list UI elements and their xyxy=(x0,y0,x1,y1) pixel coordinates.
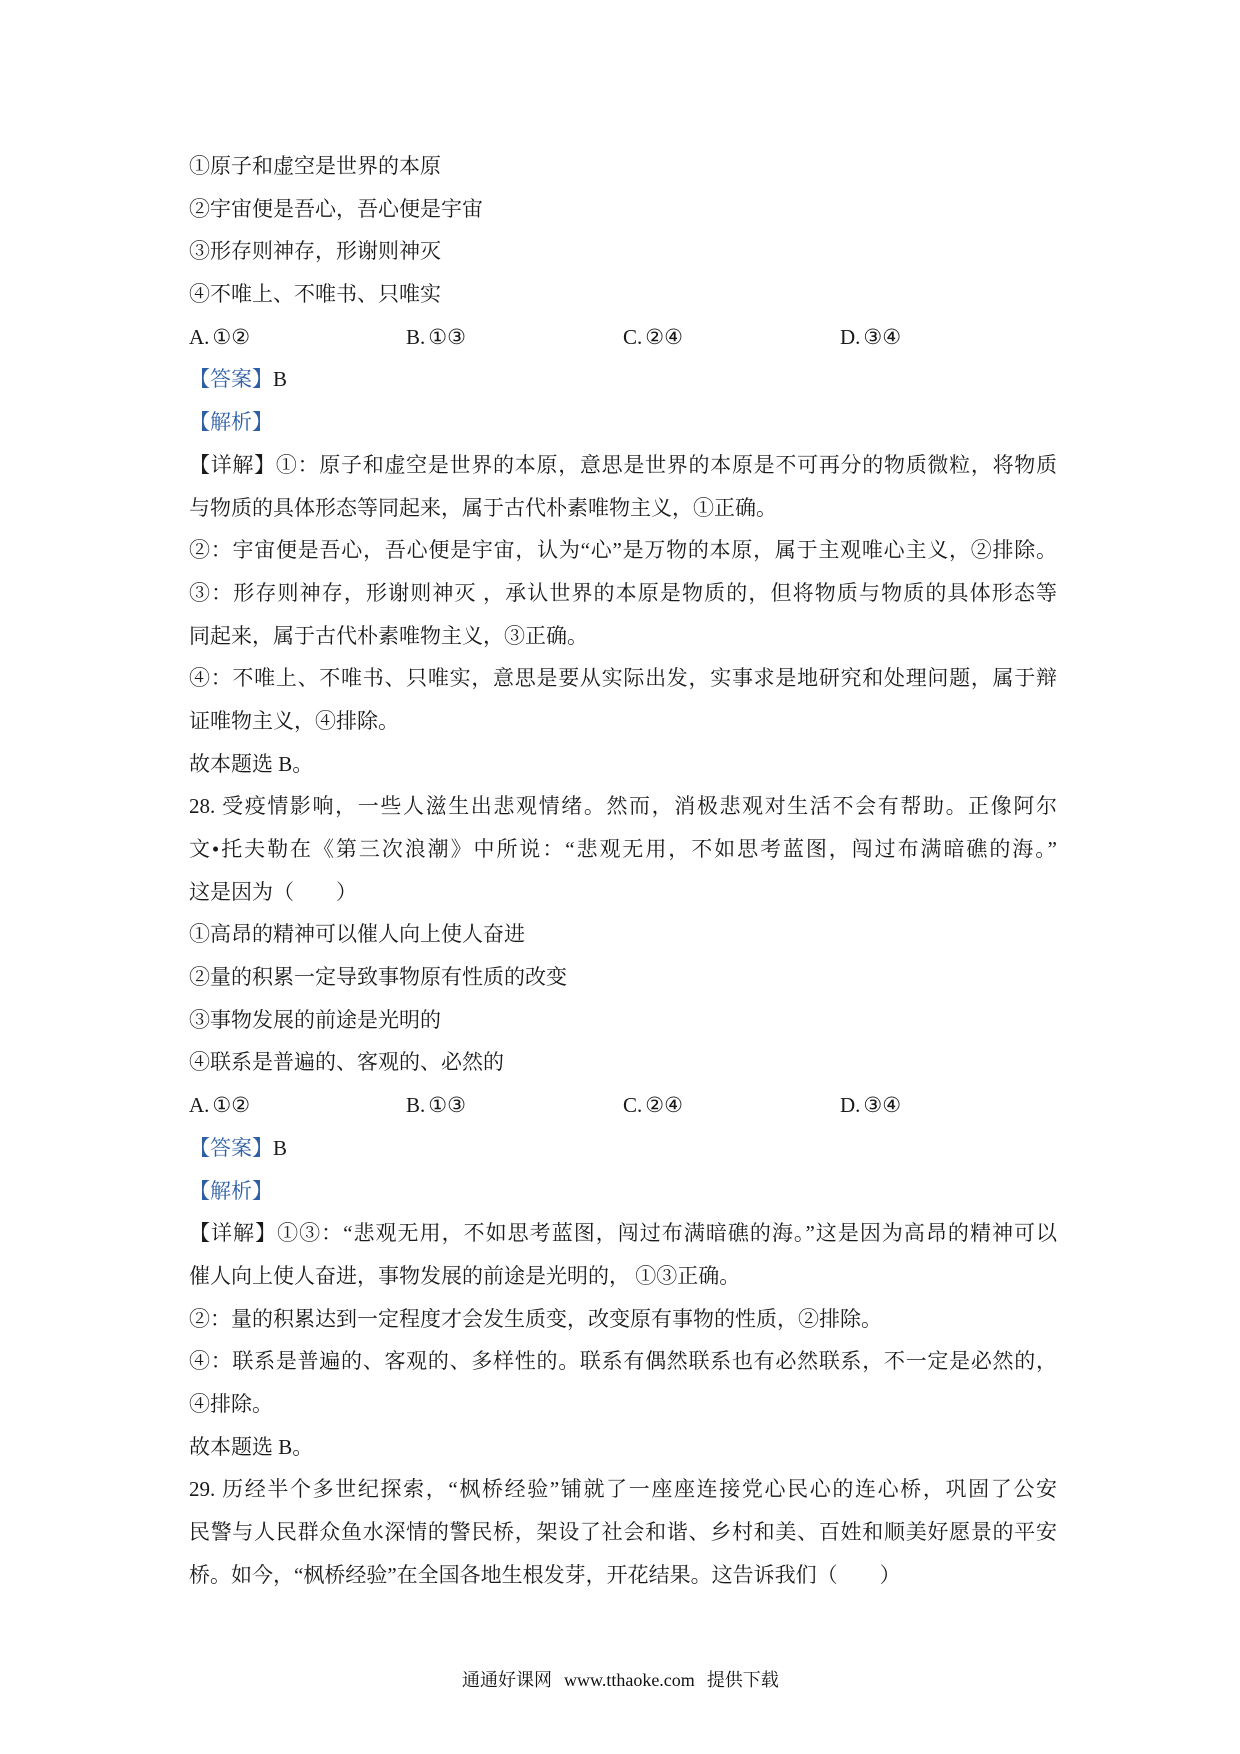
answer-value: B xyxy=(273,1135,288,1160)
q27-detail-4-line-1: ④：不唯上、不唯书、只唯实，意思是要从实际出发，实事求是地研究和处理问题，属于辩 xyxy=(189,666,1057,691)
detail-text: ①：原子和虚空是世界的本原，意思是世界的本原是不可再分的物质微粒，将物质 xyxy=(275,452,1057,477)
q28-conclusion: 故本题选 B。 xyxy=(189,1434,314,1459)
q27-statement-4: ④不唯上、不唯书、只唯实 xyxy=(189,282,441,307)
option-value: ②④ xyxy=(645,1093,683,1118)
option-label: C. xyxy=(623,1093,643,1118)
q27-analysis-label xyxy=(189,401,1057,444)
q28-analysis-label xyxy=(189,1170,1057,1213)
option-label: B. xyxy=(406,1093,426,1118)
q27-detail-4-line-2: 证唯物主义，④排除。 xyxy=(189,708,399,733)
q28-statement-4: ④联系是普遍的、客观的、必然的 xyxy=(189,1050,504,1075)
detail-tag: 【详解】 xyxy=(189,452,276,477)
q28-detail-3-line-2: ④排除。 xyxy=(189,1391,273,1416)
option-label: C. xyxy=(623,324,643,349)
footer-url: www.tthaoke.com xyxy=(564,1670,695,1690)
answer-value: B xyxy=(273,367,288,392)
footer-suffix: 提供下载 xyxy=(706,1670,779,1690)
q27-option-b xyxy=(406,316,623,359)
q27-detail-2-line-1: ②：宇宙便是吾心，吾心便是宇宙，认为“心”是万物的本原，属于主观唯心主义，②排除。 xyxy=(189,538,1057,563)
analysis-tag: 【解析】 xyxy=(189,1178,273,1203)
q28-stem-line-3: 这是因为（ ） xyxy=(189,879,357,904)
q27-options xyxy=(189,316,1057,359)
q28-option-b xyxy=(406,1084,623,1127)
q27-statement-2: ②宇宙便是吾心，吾心便是宇宙 xyxy=(189,196,483,221)
q27-conclusion: 故本题选 B。 xyxy=(189,751,314,776)
q29-stem-line-1: 29. 历经半个多世纪探索，“枫桥经验”铺就了一座座连接党心民心的连心桥，巩固了公安 xyxy=(189,1477,1057,1502)
q29-stem-line-2: 民警与人民群众鱼水深情的警民桥，架设了社会和谐、乡村和美、百姓和顺美好愿景的平安 xyxy=(189,1520,1057,1544)
q28-statement-3: ③事物发展的前途是光明的 xyxy=(189,1007,441,1032)
q27-answer xyxy=(189,358,1057,401)
detail-text: ①③：“悲观无用，不如思考蓝图，闯过布满暗礁的海。”这是因为高昂的精神可以 xyxy=(277,1221,1058,1246)
q27-detail-1-line-1 xyxy=(189,444,1057,487)
q28-option-a xyxy=(189,1084,406,1127)
detail-tag: 【详解】 xyxy=(189,1221,278,1246)
option-value: ③④ xyxy=(863,1093,902,1118)
option-label: A. xyxy=(189,1093,210,1118)
option-value: ①③ xyxy=(428,1093,466,1118)
q27-detail-1-line-2: 与物质的具体形态等同起来，属于古代朴素唯物主义，①正确。 xyxy=(189,495,777,520)
q27-statement-1: ①原子和虚空是世界的本原 xyxy=(189,154,441,178)
option-value: ③④ xyxy=(863,324,902,349)
option-label: D. xyxy=(840,1093,861,1118)
answer-tag: 【答案】 xyxy=(189,367,273,392)
q27-option-a xyxy=(189,316,406,359)
page-footer xyxy=(462,1668,779,1692)
q28-statement-1: ①高昂的精神可以催人向上使人奋进 xyxy=(189,922,525,947)
option-label: B. xyxy=(406,324,426,349)
option-value: ②④ xyxy=(645,324,683,349)
answer-tag: 【答案】 xyxy=(189,1135,273,1160)
q28-statement-2: ②量的积累一定导致事物原有性质的改变 xyxy=(189,965,567,990)
q27-option-d xyxy=(840,316,1057,359)
q28-option-c xyxy=(623,1084,840,1127)
q28-option-d xyxy=(840,1084,1057,1127)
q27-detail-3-line-1: ③：形存则神存，形谢则神灭 ，承认世界的本原是物质的，但将物质与物质的具体形态等 xyxy=(189,580,1057,605)
q28-detail-1-line-2: 催人向上使人奋进，事物发展的前途是光明的， ①③正确。 xyxy=(189,1263,741,1288)
page-content xyxy=(189,145,1057,1596)
option-value: ①② xyxy=(212,324,251,349)
q28-detail-3-line-1: ④：联系是普遍的、客观的、多样性的。联系有偶然联系也有必然联系，不一定是必然的， xyxy=(189,1349,1057,1374)
option-value: ①② xyxy=(212,1093,251,1118)
q27-statement-3: ③形存则神存，形谢则神灭 xyxy=(189,239,441,264)
footer-site-name: 通通好课网 xyxy=(462,1670,552,1690)
analysis-tag: 【解析】 xyxy=(189,410,273,435)
q27-option-c xyxy=(623,316,840,359)
q28-answer xyxy=(189,1127,1057,1170)
q28-options xyxy=(189,1084,1057,1127)
q28-detail-1-line-1 xyxy=(189,1212,1057,1255)
q29-stem-line-3: 桥。如今，“枫桥经验”在全国各地生根发芽，开花结果。这告诉我们（ ） xyxy=(189,1562,901,1587)
option-label: D. xyxy=(840,324,861,349)
q28-stem-line-2: 文•托夫勒在《第三次浪潮》中所说：“悲观无用，不如思考蓝图，闯过布满暗礁的海。” xyxy=(189,837,1057,861)
q28-detail-2-line-1: ②：量的积累达到一定程度才会发生质变，改变原有事物的性质，②排除。 xyxy=(189,1306,882,1331)
option-value: ①③ xyxy=(428,324,466,349)
option-label: A. xyxy=(189,324,210,349)
q28-stem-line-1: 28. 受疫情影响，一些人滋生出悲观情绪。然而，消极悲观对生活不会有帮助。正像阿尔 xyxy=(189,794,1057,819)
q27-detail-3-line-2: 同起来，属于古代朴素唯物主义，③正确。 xyxy=(189,623,588,648)
